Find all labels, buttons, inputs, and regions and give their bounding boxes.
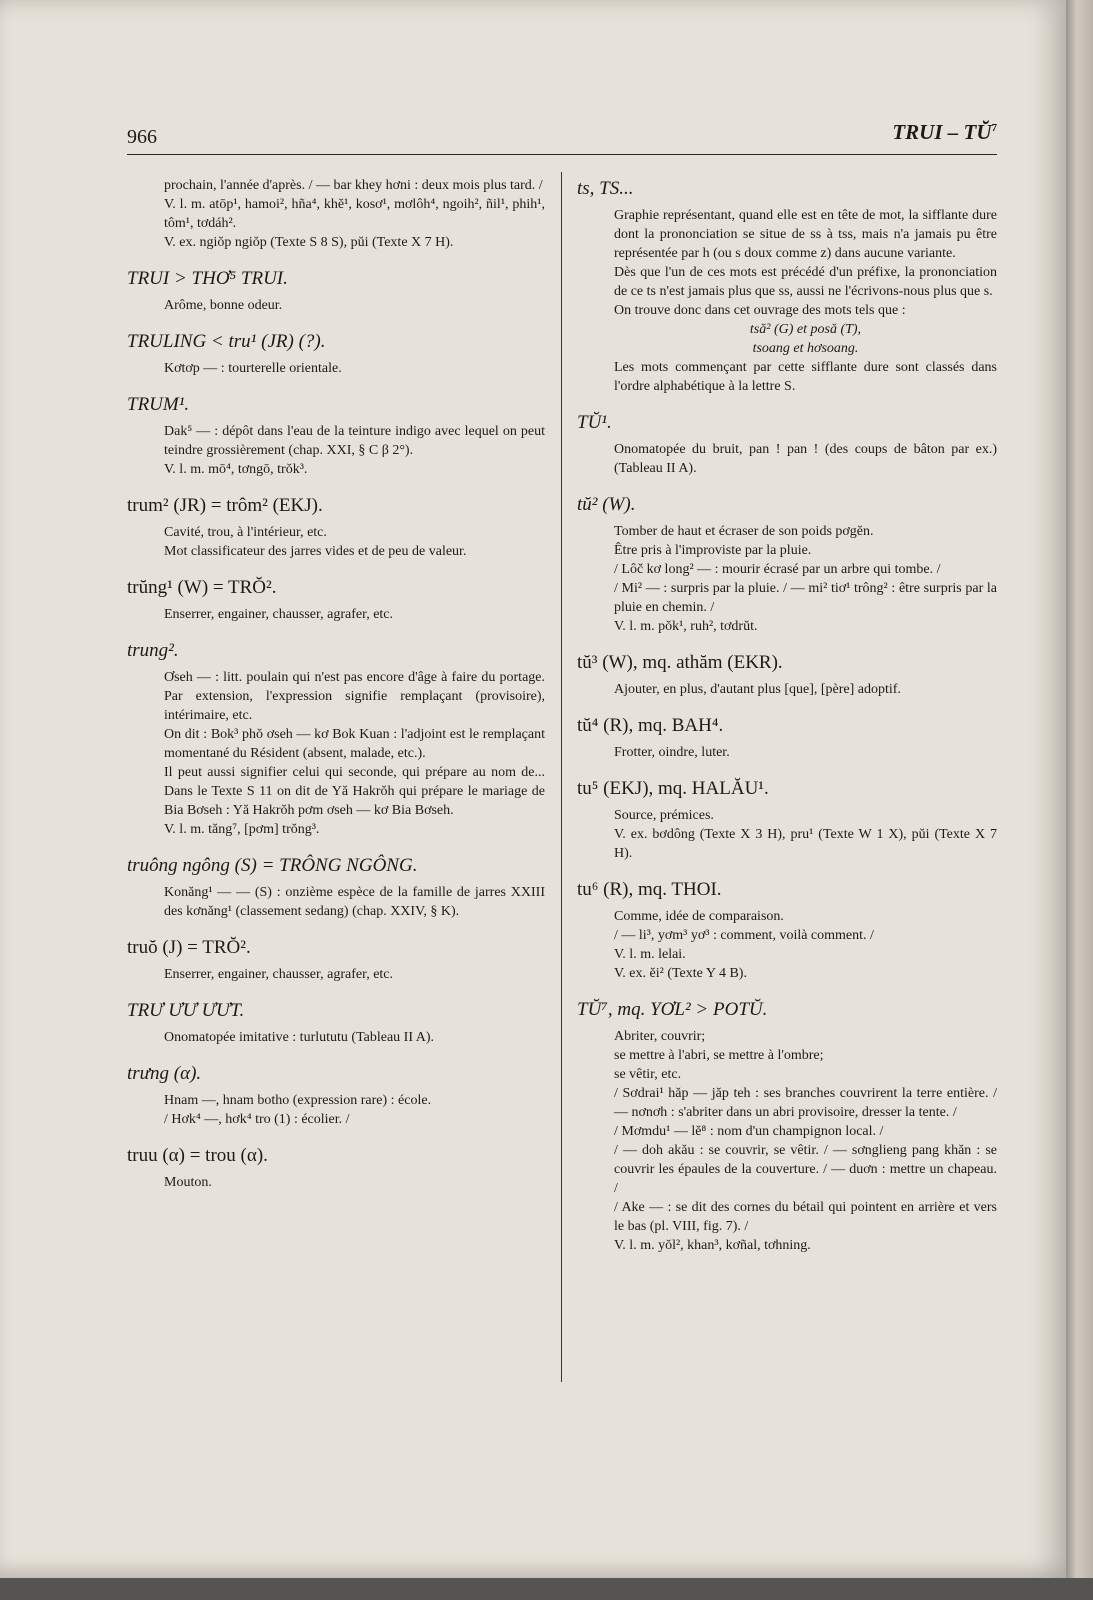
entry-body <box>577 206 997 396</box>
headword: truông ngông (S) = TRÔNG NGÔNG. <box>127 855 418 876</box>
headword: truu (α) = trou (α). <box>127 1145 268 1166</box>
entry-line: Être pris à l'improviste par la pluie. <box>614 543 812 558</box>
entry-line: Les mots commençant par cette sifflante dure sont classés dans l'ordre alphabétique à la lettre S. <box>614 360 997 394</box>
entry-line: V. l. m. atōp¹, hamoi², hña⁴, khĕ¹, kosơ¹, mơlôh⁴, ngoih², ñil¹, phih¹, tôm¹, tơdáh². <box>164 197 545 231</box>
entry-line: Onomatopée du bruit, pan ! pan ! (des coups de bâton par ex.) (Tableau II A). <box>614 442 997 476</box>
running-head-sup: 7 <box>991 122 997 134</box>
entry-truling <box>127 329 545 378</box>
headword: TRUM¹. <box>127 394 190 415</box>
entry-line: Dak⁵ — : dépôt dans l'eau de la teinture indigo avec lequel on peut teindre grossièrement (chap. XXI, § C β 2°). <box>164 424 545 458</box>
entry-line: / Ake — : se dit des cornes du bétail qui pointent en arrière et vers le bas (pl. VIII, fig. 7). / <box>614 1200 997 1234</box>
entry-line: Enserrer, engainer, chausser, agrafer, etc. <box>164 607 394 622</box>
adjacent-page-edge <box>1066 0 1093 1600</box>
headword: trŭng¹ (W) = TRŎ². <box>127 577 277 598</box>
entry-line: Konăng¹ — — (S) : onzième espèce de la famille de jarres XXIII des kơnăng¹ (classement sedang) (chap. XXIV, § K). <box>164 885 545 919</box>
entry-line: Mot classificateur des jarres vides et de peu de valeur. <box>164 544 467 559</box>
running-head-text: TRUI – TŬ <box>892 120 992 144</box>
entry-line: Dès que l'un de ces mots est précédé d'un préfixe, la prononciation de ce ts n'est jamais plus que ss, aussi ne l'écrivons-nous plus que s. <box>614 265 997 299</box>
entry-line: V. l. m. mō⁴, tơngō, trŏk³. <box>164 462 308 477</box>
headword: tu⁵ (EKJ), mq. HALĂU¹. <box>577 778 769 799</box>
entry-line: Frotter, oindre, luter. <box>614 745 730 760</box>
entry-body <box>127 1028 545 1047</box>
entry-trung-2 <box>127 638 545 839</box>
entry-line: / Hơk⁴ —, hơk⁴ tro (1) : écolier. / <box>164 1112 350 1127</box>
headword: truŏ (J) = TRŎ². <box>127 937 251 958</box>
entry-line: / Mi² — : surpris par la pluie. / — mi² tiơ¹ trông² : être surpris par la pluie en chemin. / <box>614 581 997 615</box>
headword: tŭ³ (W), mq. athăm (EKR). <box>577 652 783 673</box>
entry-line: V. ex. bơdông (Texte X 3 H), pru¹ (Texte W 1 X), pŭi (Texte X 7 H). <box>614 827 997 861</box>
headword: tŭ⁴ (R), mq. BAH⁴. <box>577 715 724 736</box>
running-head <box>892 120 997 145</box>
entry-tu-1 <box>577 410 997 478</box>
headword: TŬ¹. <box>577 412 612 433</box>
entry-body <box>127 605 545 624</box>
entry-tu-4 <box>577 713 997 762</box>
entry-line: Ajouter, en plus, d'autant plus [que], [père] adoptif. <box>614 682 901 697</box>
entry-line: V. ex. ngiŏp ngiŏp (Texte S 8 S), pŭi (Texte X 7 H). <box>164 235 454 250</box>
headword: tŭ² (W). <box>577 494 636 515</box>
entry-line: V. l. m. lelai. <box>614 947 686 962</box>
entry-line: Tomber de haut et écraser de son poids pơgĕn. <box>614 524 874 539</box>
entry-tu-7 <box>577 997 997 1255</box>
entry-line: Hnam —, hnam botho (expression rare) : école. <box>164 1093 432 1108</box>
entry-line: / — doh akău : se couvrir, se vêtir. / — sơnglieng pang khăn : se couvrir les épaules de la couverture. / — duơn : mettre un chapeau. / <box>614 1143 997 1196</box>
entry-line: tsă² (G) et posă (T), <box>749 322 862 337</box>
entry-body <box>577 1027 997 1255</box>
entry-line: prochain, l'année d'après. / — bar khey hơni : deux mois plus tard. / <box>164 178 543 193</box>
entry-line: Onomatopée imitative : turlututu (Tableau II A). <box>164 1030 434 1045</box>
entry-body <box>127 296 545 315</box>
page-number: 966 <box>127 126 157 148</box>
entry-tu-2 <box>577 492 997 636</box>
column-divider <box>561 172 562 1382</box>
entry-trung-1 <box>127 575 545 624</box>
entry-truu <box>127 1143 545 1192</box>
entry-line: / — li³, yơm³ yơ³ : comment, voilà comment. / <box>614 928 874 943</box>
entry-body <box>127 1173 545 1192</box>
entry-tru-uu-uut <box>127 998 545 1047</box>
entry-line: V. l. m. yŏl², khan³, kơñal, tơhning. <box>614 1238 811 1253</box>
entry-line: Kơtơp — : tourterelle orientale. <box>164 361 342 376</box>
headword: TRUI > THƠ⁵ TRUI. <box>127 268 288 289</box>
headword: trum² (JR) = trôm² (EKJ). <box>127 495 323 516</box>
bottom-shadow <box>0 1578 1093 1600</box>
entry-line: Arôme, bonne odeur. <box>164 298 283 313</box>
entry-body <box>127 1091 545 1129</box>
entry-body <box>577 522 997 636</box>
entry-body <box>127 422 545 479</box>
entry-line: Il peut aussi signifier celui qui seconde, qui prépare au nom de... Dans le Texte S 11 on dit de Yă Hakrŏh qui prépare le mariage de Bia Bơseh : Yă Hakrŏh pơm ơseh — kơ Bia Bơseh. <box>164 765 545 818</box>
entry-tu-3 <box>577 650 997 699</box>
entry-line: Enserrer, engainer, chausser, agrafer, etc. <box>164 967 394 982</box>
entry-line: Source, prémices. <box>614 808 714 823</box>
entry-body <box>577 440 997 478</box>
page-header <box>127 120 997 155</box>
entry-line: se mettre à l'abri, se mettre à l'ombre; <box>614 1048 824 1063</box>
entry-line: / Sơdrai¹ hăp — jăp teh : ses branches couvrirent la terre entière. / — nơnơh : s'abriter dans un abri provisoire, dresser la tente. / <box>614 1086 997 1120</box>
headword: trưng (α). <box>127 1063 202 1084</box>
left-column <box>127 176 545 1206</box>
entry-body <box>127 965 545 984</box>
entry-truo <box>127 935 545 984</box>
entry-line: V. l. m. pŏk¹, ruh², tơdrŭt. <box>614 619 758 634</box>
entry-line: Mouton. <box>164 1175 212 1190</box>
entry-tu-6 <box>577 877 997 983</box>
entry-line: On dit : Bok³ phŏ ơseh — kơ Bok Kuan : l'adjoint est le remplaçant momentané du Résident (absent, malade, etc.). <box>164 727 545 761</box>
entry-continued <box>127 176 545 252</box>
entry-line: Abriter, couvrir; <box>614 1029 706 1044</box>
entry-trum-2 <box>127 493 545 561</box>
entry-body <box>127 359 545 378</box>
entry-line: On trouve donc dans cet ouvrage des mots tels que : <box>614 303 906 318</box>
entry-line: V. ex. ĕi² (Texte Y 4 B). <box>614 966 747 981</box>
entry-body <box>577 743 997 762</box>
headword: tu⁶ (R), mq. THOI. <box>577 879 722 900</box>
entry-ts <box>577 176 997 396</box>
entry-trui <box>127 266 545 315</box>
entry-trung-alpha <box>127 1061 545 1129</box>
entry-line: Comme, idée de comparaison. <box>614 909 784 924</box>
entry-line: / Lôč kơ long² — : mourir écrasé par un arbre qui tombe. / <box>614 562 941 577</box>
entry-tu-5 <box>577 776 997 863</box>
entry-line: V. l. m. tăng⁷, [pơm] trŏng³. <box>164 822 320 837</box>
entry-line: Cavité, trou, à l'intérieur, etc. <box>164 525 327 540</box>
entry-line: Ơseh — : litt. poulain qui n'est pas encore d'âge à faire du portage. Par extension, l'expression signifie remplaçant (provisoire), intérimaire, etc. <box>164 670 545 723</box>
headword: ts, TS... <box>577 178 634 199</box>
entry-line: / Mơmdu¹ — lĕ⁸ : nom d'un champignon local. / <box>614 1124 884 1139</box>
entry-body <box>577 806 997 863</box>
entry-body <box>127 176 545 252</box>
entry-body <box>127 883 545 921</box>
entry-truong-ngong <box>127 853 545 921</box>
entry-line: Graphie représentant, quand elle est en tête de mot, la sifflante dure dont la prononciation se situe de ss à tss, mais n'a jamais pu être représentée par h (ou s doux comme z) dans aucune variante. <box>614 208 997 261</box>
entry-body <box>127 668 545 839</box>
entry-body <box>127 523 545 561</box>
entry-body <box>577 907 997 983</box>
headword: TRULING < tru¹ (JR) (?). <box>127 331 326 352</box>
entry-line: tsoang et hơsoang. <box>752 341 859 356</box>
headword: TRƯ ƯƯ ƯƯT. <box>127 1000 245 1021</box>
right-column <box>577 176 997 1269</box>
entry-line: se vêtir, etc. <box>614 1067 682 1082</box>
headword: trung². <box>127 640 179 661</box>
entry-trum-1 <box>127 392 545 479</box>
headword: TŬ⁷, mq. YƠL² > POTŬ. <box>577 999 768 1020</box>
entry-body <box>577 680 997 699</box>
